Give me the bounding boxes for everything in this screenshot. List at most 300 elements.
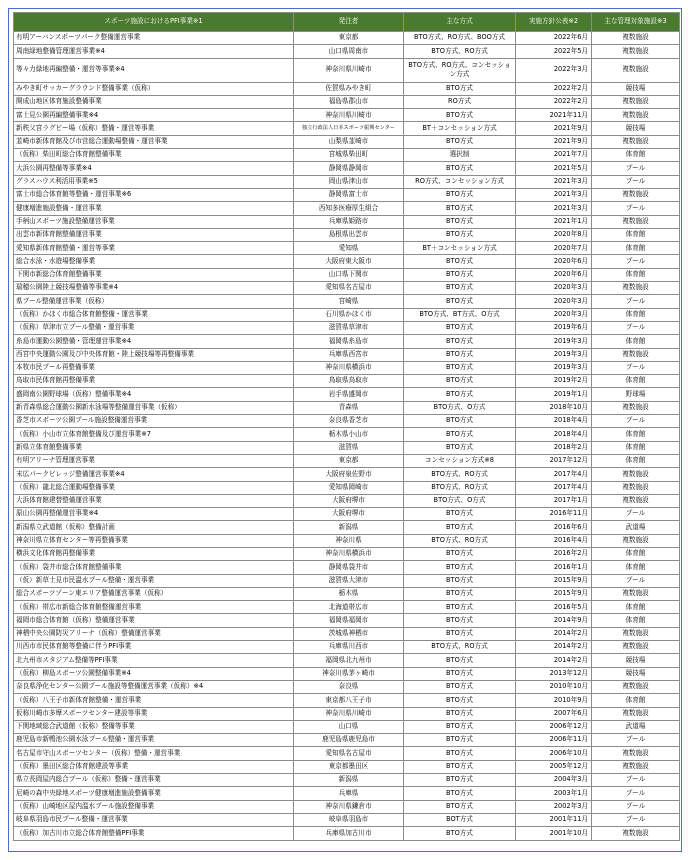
table-row [14,388,680,401]
orderer-cell: 兵庫県姫路市 [294,215,404,228]
orderer-cell: 神奈川県川崎市 [294,707,404,720]
method-cell: BTO方式 [404,215,516,228]
orderer-cell: 愛知県名古屋市 [294,282,404,295]
announcement-date-cell: 2020年3月 [516,308,592,321]
method-cell: BTO方式 [404,561,516,574]
method-cell: BTO方式 [404,614,516,627]
project-name-cell: 香芝市スポーツ公園プール施設整備運営事業 [14,415,294,428]
facility-type-cell: 複数施設 [592,468,680,481]
orderer-cell: 東京都 [294,454,404,467]
orderer-cell: 鳥取県鳥取市 [294,375,404,388]
announcement-date-cell: 2021年3月 [516,188,592,201]
method-cell: BTO方式 [404,707,516,720]
orderer-cell: 石川県かほく市 [294,308,404,321]
method-cell: BTO方式、RO方式、コンセッション方式 [404,58,516,82]
project-name-cell: 北九州市スタジアム整備等PFI事業 [14,654,294,667]
announcement-date-cell: 2019年2月 [516,375,592,388]
method-cell: BTO方式 [404,827,516,840]
facility-type-cell: 体育館 [592,268,680,281]
project-name-cell: 鳥取市民体育館再整備事業 [14,375,294,388]
project-name-cell: 大浜公園再整備等事業※4 [14,162,294,175]
announcement-date-cell: 2020年6月 [516,255,592,268]
header-project: スポーツ施設におけるPFI事業※1 [14,13,294,32]
project-name-cell: 下関市新総合体育館整備事業 [14,268,294,281]
facility-type-cell: 複数施設 [592,95,680,108]
facility-type-cell: 複数施設 [592,747,680,760]
table-row [14,481,680,494]
project-name-cell: 仮称川崎市多摩スポーツセンター建設等事業 [14,707,294,720]
method-cell: BTO方式 [404,388,516,401]
header-orderer: 発注者 [294,13,404,32]
facility-type-cell: プール [592,415,680,428]
table-row [14,202,680,215]
method-cell: BTO方式、RO方式 [404,481,516,494]
announcement-date-cell: 2021年9月 [516,135,592,148]
project-name-cell: 総合スポーツゾーン東エリア整備運営事業（仮称） [14,587,294,600]
table-row [14,361,680,374]
announcement-date-cell: 2016年6月 [516,521,592,534]
facility-type-cell: 体育館 [592,561,680,574]
method-cell: BTO方式 [404,188,516,201]
facility-type-cell: 複数施設 [592,135,680,148]
project-name-cell: 大浜体育館建替整備運営事業 [14,494,294,507]
orderer-cell: 福岡県糸島市 [294,335,404,348]
method-cell: RO方式、コンセッション方式 [404,175,516,188]
method-cell: BTO方式 [404,268,516,281]
announcement-date-cell: 2014年9月 [516,614,592,627]
orderer-cell: 神奈川県 [294,534,404,547]
table-row [14,415,680,428]
facility-type-cell: プール [592,255,680,268]
table-row [14,82,680,95]
project-name-cell: 新潟県立武道館（仮称）整備計画 [14,521,294,534]
table-row [14,641,680,654]
table-row [14,494,680,507]
announcement-date-cell: 2021年3月 [516,202,592,215]
announcement-date-cell: 2018年10月 [516,401,592,414]
orderer-cell: 大阪府堺市 [294,508,404,521]
table-row [14,268,680,281]
table-row [14,654,680,667]
table-row [14,680,680,693]
method-cell: BTO方式、O方式 [404,401,516,414]
orderer-cell: 栃木県 [294,587,404,600]
header-method: 主な方式 [404,13,516,32]
announcement-date-cell: 2015年9月 [516,587,592,600]
project-name-cell: 尼崎の森中央緑地スポーツ健康増進施設整備事業 [14,787,294,800]
announcement-date-cell: 2014年2月 [516,641,592,654]
project-name-cell: 神奈川県立体育センター等再整備事業 [14,534,294,547]
method-cell: BTO方式 [404,734,516,747]
method-cell: BTO方式 [404,508,516,521]
orderer-cell: 愛知県 [294,242,404,255]
project-name-cell: 福岡市総合体育館（仮称）整備運営事業 [14,614,294,627]
announcement-date-cell: 2017年4月 [516,481,592,494]
table-row [14,813,680,826]
table-row [14,787,680,800]
table-row [14,720,680,733]
announcement-date-cell: 2016年2月 [516,547,592,560]
facility-type-cell: プール [592,361,680,374]
project-name-cell: 奈良県浄化センター公園プール施設等整備運営事業（仮称）※4 [14,680,294,693]
orderer-cell: 宮崎県 [294,295,404,308]
announcement-date-cell: 2001年10月 [516,827,592,840]
orderer-cell: 新潟県 [294,774,404,787]
orderer-cell: 山梨県韮崎市 [294,135,404,148]
facility-type-cell: 体育館 [592,614,680,627]
orderer-cell: 山口県周南市 [294,45,404,58]
table-row [14,122,680,135]
facility-type-cell: 競技場 [592,122,680,135]
facility-type-cell: 複数施設 [592,348,680,361]
facility-type-cell: プール [592,202,680,215]
announcement-date-cell: 2016年1月 [516,561,592,574]
method-cell: BTO方式 [404,787,516,800]
project-name-cell: （仮称）龍北総合運動場整備事業 [14,481,294,494]
table-row [14,348,680,361]
facility-type-cell: プール [592,774,680,787]
orderer-cell: 山口県下関市 [294,268,404,281]
facility-type-cell: プール [592,787,680,800]
orderer-cell: 東京都八王子市 [294,694,404,707]
table-row [14,188,680,201]
announcement-date-cell: 2017年12月 [516,454,592,467]
table-row [14,335,680,348]
method-cell: BTO方式、BT方式、O方式 [404,308,516,321]
facility-type-cell: 武道場 [592,521,680,534]
announcement-date-cell: 2020年3月 [516,295,592,308]
facility-type-cell: 体育館 [592,441,680,454]
orderer-cell: 静岡県袋井市 [294,561,404,574]
method-cell: BTO方式 [404,601,516,614]
orderer-cell: 神奈川県茅ヶ崎市 [294,667,404,680]
method-cell: コンセッション方式※8 [404,454,516,467]
announcement-date-cell: 2019年3月 [516,335,592,348]
announcement-date-cell: 2006年11月 [516,734,592,747]
orderer-cell: 静岡県静岡市 [294,162,404,175]
pfi-sports-facilities-table [13,12,680,841]
table-row [14,454,680,467]
facility-type-cell: 複数施設 [592,680,680,693]
orderer-cell: 静岡県富士市 [294,188,404,201]
project-name-cell: 開成山地区体育施設整備事業 [14,95,294,108]
facility-type-cell: 複数施設 [592,401,680,414]
announcement-date-cell: 2018年4月 [516,415,592,428]
orderer-cell: 岐阜県羽島市 [294,813,404,826]
method-cell: BTO方式 [404,774,516,787]
announcement-date-cell: 2010年10月 [516,680,592,693]
table-row [14,162,680,175]
method-cell: BTO方式、O方式 [404,494,516,507]
announcement-date-cell: 2022年2月 [516,95,592,108]
method-cell: BTO方式、RO方式 [404,534,516,547]
orderer-cell: 青森県 [294,401,404,414]
project-name-cell: 横浜文化体育館再整備事業 [14,547,294,560]
facility-type-cell: 体育館 [592,335,680,348]
project-name-cell: 総合水泳・水遊場整備事業 [14,255,294,268]
orderer-cell: 島根県出雲市 [294,228,404,241]
announcement-date-cell: 2022年2月 [516,82,592,95]
method-cell: BTO方式 [404,627,516,640]
project-name-cell: 富士見公園再編整備事業※4 [14,109,294,122]
announcement-date-cell: 2016年11月 [516,508,592,521]
orderer-cell: 鹿児島県鹿児島市 [294,734,404,747]
project-name-cell: 新青森県総合運動公園新水泳場等整備運営事業（仮称） [14,401,294,414]
table-row [14,282,680,295]
method-cell: BTO方式 [404,109,516,122]
project-name-cell: 瑞穂公園陸上競技場整備等事業※4 [14,282,294,295]
orderer-cell: 兵庫県西宮市 [294,348,404,361]
method-cell: BTO方式 [404,428,516,441]
table-row [14,441,680,454]
project-name-cell: 神栖中央公園防災アリーナ（仮称）整備運営事業 [14,627,294,640]
facility-type-cell: プール [592,295,680,308]
facility-type-cell: 複数施設 [592,109,680,122]
project-name-cell: グラスハウス利活用事業※5 [14,175,294,188]
facility-type-cell: 複数施設 [592,45,680,58]
announcement-date-cell: 2013年12月 [516,667,592,680]
announcement-date-cell: 2021年1月 [516,215,592,228]
orderer-cell: 福岡県福岡市 [294,614,404,627]
project-name-cell: 岐阜県羽島市民プール整備・運営事業 [14,813,294,826]
method-cell: BTO方式 [404,255,516,268]
method-cell: BT＋コンセッション方式 [404,122,516,135]
method-cell: BTO方式 [404,375,516,388]
announcement-date-cell: 2017年4月 [516,468,592,481]
facility-type-cell: 競技場 [592,82,680,95]
method-cell: BTO方式 [404,82,516,95]
method-cell: BTO方式 [404,361,516,374]
announcement-date-cell: 2016年5月 [516,601,592,614]
table-row [14,827,680,840]
facility-type-cell: プール [592,800,680,813]
project-name-cell: （仮称）八王子市新体育館整備・運営事業 [14,694,294,707]
announcement-date-cell: 2002年3月 [516,800,592,813]
table-row [14,508,680,521]
announcement-date-cell: 2021年5月 [516,162,592,175]
facility-type-cell: 複数施設 [592,58,680,82]
announcement-date-cell: 2019年3月 [516,348,592,361]
announcement-date-cell: 2016年4月 [516,534,592,547]
announcement-date-cell: 2018年4月 [516,428,592,441]
announcement-date-cell: 2021年9月 [516,122,592,135]
announcement-date-cell: 2021年3月 [516,175,592,188]
project-name-cell: 県プール整備運営事業（仮称） [14,295,294,308]
table-row [14,215,680,228]
facility-type-cell: 競技場 [592,667,680,680]
announcement-date-cell: 2019年6月 [516,321,592,334]
project-name-cell: 本牧市民プール再整備事業 [14,361,294,374]
facility-type-cell: 体育館 [592,242,680,255]
announcement-date-cell: 2020年3月 [516,282,592,295]
table-row [14,547,680,560]
facility-type-cell: 複数施設 [592,215,680,228]
announcement-date-cell: 2006年10月 [516,747,592,760]
orderer-cell: 神奈川県川崎市 [294,58,404,82]
orderer-cell: 愛知県岡崎市 [294,481,404,494]
orderer-cell: 大阪府堺市 [294,494,404,507]
facility-type-cell: 複数施設 [592,707,680,720]
project-name-cell: （仮称）柴田町総合体育館整備事業 [14,149,294,162]
project-name-cell: （仮称）加古川市立総合体育館整備PFI事業 [14,827,294,840]
facility-type-cell: 複数施設 [592,587,680,600]
table-row [14,468,680,481]
table-row [14,774,680,787]
table-row [14,58,680,82]
method-cell: BTO方式 [404,547,516,560]
announcement-date-cell: 2004年3月 [516,774,592,787]
announcement-date-cell: 2020年6月 [516,268,592,281]
facility-type-cell: 体育館 [592,601,680,614]
orderer-cell: 栃木県小山市 [294,428,404,441]
facility-type-cell: 複数施設 [592,32,680,45]
project-name-cell: 富士市総合体育館等整備・運営事業※6 [14,188,294,201]
table-row [14,760,680,773]
announcement-date-cell: 2005年12月 [516,760,592,773]
facility-type-cell: 体育館 [592,308,680,321]
table-row [14,747,680,760]
project-name-cell: 愛知県新体育館整備・運営等事業 [14,242,294,255]
table-row [14,601,680,614]
facility-type-cell: 複数施設 [592,760,680,773]
method-cell: BTO方式 [404,415,516,428]
table-row [14,521,680,534]
table-row [14,228,680,241]
project-name-cell: 名古屋市守山スポーツセンター（仮称）整備・運営事業 [14,747,294,760]
orderer-cell: 福島県郡山市 [294,95,404,108]
method-cell: BTO方式 [404,574,516,587]
facility-type-cell: 競技場 [592,654,680,667]
method-cell: BTO方式、RO方式 [404,468,516,481]
announcement-date-cell: 2003年1月 [516,787,592,800]
table-row [14,614,680,627]
announcement-date-cell: 2019年1月 [516,388,592,401]
method-cell: BTO方式 [404,228,516,241]
facility-type-cell: 武道場 [592,720,680,733]
method-cell: BTO方式 [404,747,516,760]
project-name-cell: 川西市市民体育館等整備に伴うPFI事業 [14,641,294,654]
table-row [14,32,680,45]
table-row [14,149,680,162]
facility-type-cell: プール [592,508,680,521]
method-cell: BTO方式 [404,335,516,348]
project-name-cell: みやき町サッカーグラウンド整備事業（仮称） [14,82,294,95]
project-name-cell: 新県立体育館整備事業 [14,441,294,454]
announcement-date-cell: 2018年2月 [516,441,592,454]
facility-type-cell: 体育館 [592,547,680,560]
method-cell: BTO方式 [404,587,516,600]
table-row [14,534,680,547]
orderer-cell: 神奈川県横浜市 [294,361,404,374]
orderer-cell: 兵庫県川西市 [294,641,404,654]
table-row [14,95,680,108]
announcement-date-cell: 2006年12月 [516,720,592,733]
project-name-cell: 健康増進施設整備・運営事業 [14,202,294,215]
orderer-cell: 愛知県名古屋市 [294,747,404,760]
announcement-date-cell: 2001年11月 [516,813,592,826]
announcement-date-cell: 2021年11月 [516,109,592,122]
orderer-cell: 東京都墨田区 [294,760,404,773]
orderer-cell: 茨城県神栖市 [294,627,404,640]
facility-type-cell: 複数施設 [592,481,680,494]
method-cell: BTO方式 [404,321,516,334]
method-cell: BTO方式 [404,667,516,680]
announcement-date-cell: 2014年2月 [516,627,592,640]
table-row [14,45,680,58]
facility-type-cell: プール [592,175,680,188]
table-row [14,707,680,720]
orderer-cell: 山口県 [294,720,404,733]
announcement-date-cell: 2022年6月 [516,32,592,45]
facility-type-cell: 複数施設 [592,188,680,201]
project-name-cell: 韮崎市新体育館及び市営総合運動場整備・運営事業 [14,135,294,148]
table-row [14,375,680,388]
orderer-cell: 滋賀県 [294,441,404,454]
table-row [14,308,680,321]
method-cell: BTO方式 [404,202,516,215]
facility-type-cell: 複数施設 [592,627,680,640]
project-name-cell: （仮称）帯広市新総合体育館整備運営事業 [14,601,294,614]
orderer-cell: 福岡県北九州市 [294,654,404,667]
announcement-date-cell: 2010年9月 [516,694,592,707]
announcement-date-cell: 2019年3月 [516,361,592,374]
facility-type-cell: プール [592,734,680,747]
orderer-cell: 神奈川県川崎市 [294,109,404,122]
document-frame [8,8,682,852]
table-row [14,242,680,255]
facility-type-cell: 複数施設 [592,827,680,840]
announcement-date-cell: 2021年7月 [516,149,592,162]
method-cell: BTO方式 [404,295,516,308]
project-name-cell: 周南緑地整備管理運営事業※4 [14,45,294,58]
table-row [14,694,680,707]
orderer-cell: 宮城県柴田町 [294,149,404,162]
facility-type-cell: プール [592,813,680,826]
project-name-cell: 西宮中央運動公園及び中央体育館・陸上競技場等再整備事業 [14,348,294,361]
table-row [14,295,680,308]
project-name-cell: （仮称）草津市立プール整備・運営事業 [14,321,294,334]
announcement-date-cell: 2022年5月 [516,45,592,58]
header-facility: 主な管理対象施設※3 [592,13,680,32]
project-name-cell: （仮称）墨田区総合体育館建設等事業 [14,760,294,773]
method-cell: BTO方式 [404,720,516,733]
method-cell: BTO方式 [404,282,516,295]
project-name-cell: 鹿児島市新鴨池公園水泳プール整備・運営事業 [14,734,294,747]
project-name-cell: 盛岡南公園野球場（仮称）整備事業※4 [14,388,294,401]
project-name-cell: （仮称）袋井市総合体育館整備事業 [14,561,294,574]
table-row [14,587,680,600]
method-cell: BTO方式 [404,348,516,361]
table-row [14,135,680,148]
method-cell: BTO方式、RO方式、BOO方式 [404,32,516,45]
orderer-cell: 神奈川県鎌倉市 [294,800,404,813]
project-name-cell: 新秩父宮ラグビー場（仮称）整備・運営等事業 [14,122,294,135]
method-cell: BTO方式、RO方式 [404,45,516,58]
orderer-cell: 滋賀県草津市 [294,321,404,334]
orderer-cell: 西知多医療厚生組合 [294,202,404,215]
table-row [14,800,680,813]
table-row [14,627,680,640]
project-name-cell: 原山公園再整備運営事業※4 [14,508,294,521]
method-cell: BTO方式 [404,694,516,707]
method-cell: BTO方式、RO方式 [404,641,516,654]
orderer-cell: 北海道帯広市 [294,601,404,614]
orderer-cell: 岡山県津山市 [294,175,404,188]
method-cell: BTO方式 [404,654,516,667]
facility-type-cell: 複数施設 [592,282,680,295]
project-name-cell: 県立長岡屋内総合プール（仮称）整備・運営事業 [14,774,294,787]
orderer-cell: 東京都 [294,32,404,45]
